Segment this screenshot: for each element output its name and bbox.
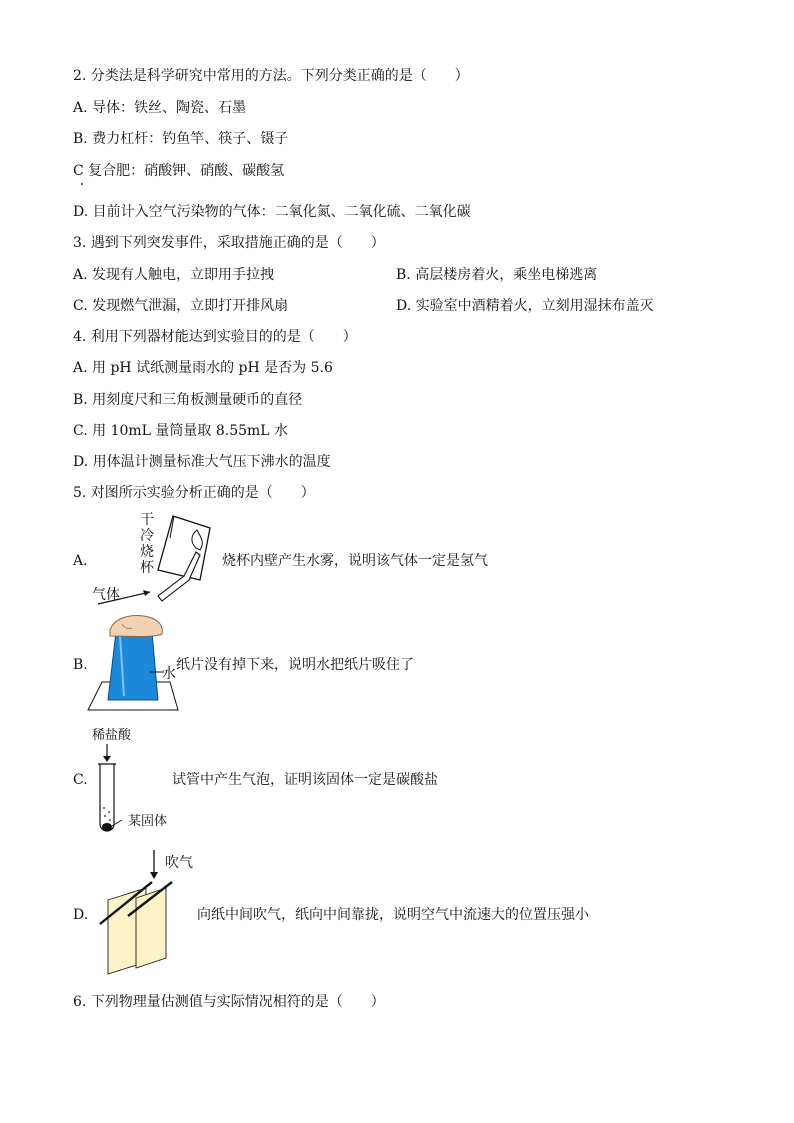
stray-dot (81, 183, 83, 185)
label-bei: 杯 (140, 560, 154, 576)
label-gan: 干 (140, 512, 154, 528)
label-water: 水 (162, 666, 176, 682)
label-gas: 气体 (92, 587, 120, 603)
q5-option-a-letter: A. (73, 553, 88, 569)
q2-option-a: A. 导体：铁丝、陶瓷、石墨 (73, 100, 247, 116)
q5-option-d-letter: D. (73, 907, 89, 923)
q5-option-b-text: 纸片没有掉下来，说明水把纸片吸住了 (176, 657, 414, 673)
q2-option-b: B. 费力杠杆：钓鱼竿、筷子、镊子 (73, 131, 289, 147)
q5-option-d-text: 向纸中间吹气，纸向中间靠拢，说明空气中流速大的位置压强小 (197, 907, 589, 923)
q3-option-a: A. 发现有人触电，立即用手拉拽 (73, 267, 275, 283)
q3-option-d: D. 实验室中酒精着火，立刻用湿抹布盖灭 (396, 298, 654, 314)
label-solid: 某固体 (128, 814, 168, 829)
label-hydrochloric-acid: 稀盐酸 (92, 728, 132, 743)
q4-option-a: A. 用 pH 试纸测量雨水的 pH 是否为 5.6 (73, 360, 333, 376)
q3-option-b: B. 高层楼房着火，乘坐电梯逃离 (396, 267, 598, 283)
q4-option-c: C. 用 10mL 量筒量取 8.55mL 水 (73, 423, 289, 439)
test-tube-figure (92, 742, 132, 837)
q4-option-b: B. 用刻度尺和三角板测量硬币的直径 (73, 392, 303, 408)
q3-option-c: C. 发现燃气泄漏，立即打开排风扇 (73, 298, 289, 314)
q5-option-b-letter: B. (73, 657, 88, 673)
q2-option-c: C 复合肥：硝酸钾、硝酸、碳酸氢 (73, 163, 285, 179)
q5-stem: 5. 对图所示实验分析正确的是（ ） (73, 485, 315, 501)
q6-stem: 6. 下列物理量估测值与实际情况相符的是（ ） (73, 994, 385, 1010)
label-blow: 吹气 (165, 855, 193, 871)
label-shao: 烧 (140, 544, 154, 560)
paper-strips-figure (98, 846, 198, 978)
q3-stem: 3. 遇到下列突发事件，采取措施正确的是（ ） (73, 235, 385, 251)
q4-stem: 4. 利用下列器材能达到实验目的的是（ ） (73, 329, 357, 345)
q4-option-d: D. 用体温计测量标准大气压下沸水的温度 (73, 454, 331, 470)
q2-stem: 2. 分类法是科学研究中常用的方法。下列分类正确的是（ ） (73, 68, 469, 84)
q2-option-d: D. 目前计入空气污染物的气体：二氧化氮、二氧化硫、二氧化碳 (73, 204, 471, 220)
water-cup-figure (86, 612, 186, 712)
q5-option-c-letter: C. (73, 772, 88, 788)
q5-option-a-text: 烧杯内壁产生水雾，说明该气体一定是氢气 (222, 553, 488, 569)
q5-option-c-text: 试管中产生气泡，证明该固体一定是碳酸盐 (172, 772, 438, 788)
label-leng: 冷 (140, 528, 154, 544)
